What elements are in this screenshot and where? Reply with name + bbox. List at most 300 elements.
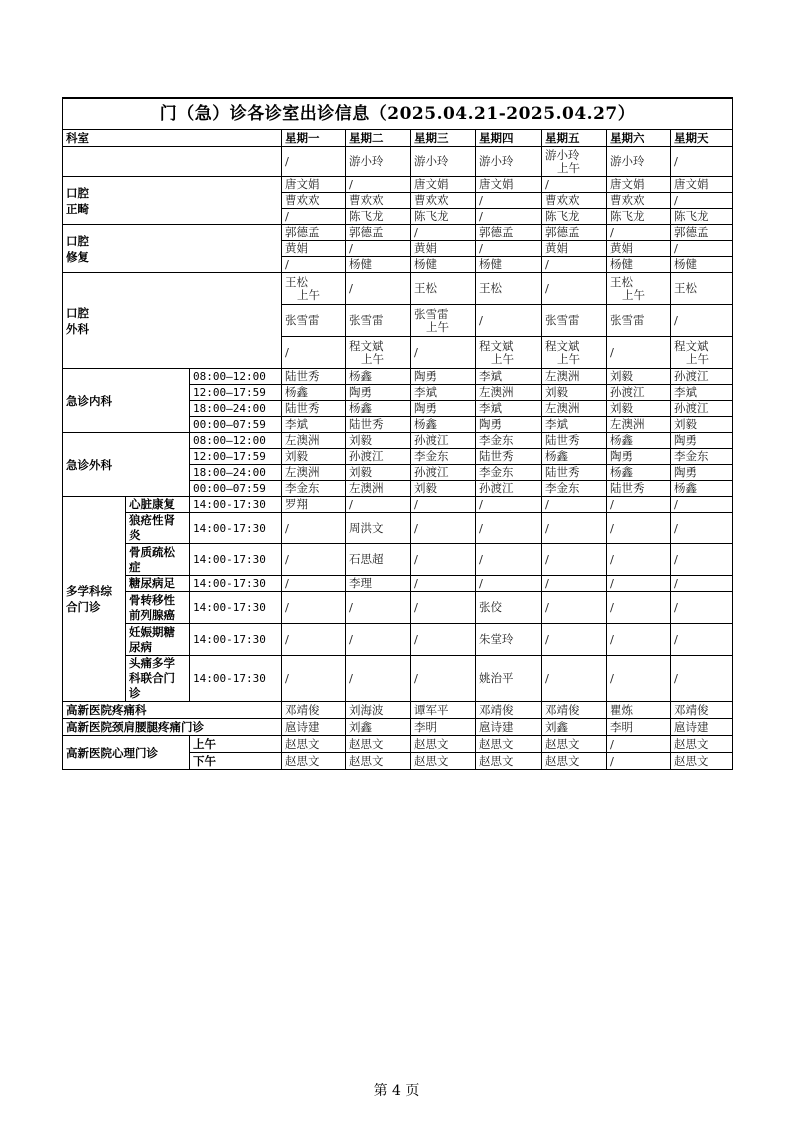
- session-label: 上午: [190, 736, 282, 753]
- schedule-cell: 李斌: [476, 369, 542, 385]
- schedule-cell: 杨鑫: [607, 465, 671, 481]
- doctor-name: 程文斌: [674, 338, 709, 353]
- schedule-cell: 李明: [607, 719, 671, 736]
- day-header: 星期二: [346, 130, 411, 147]
- schedule-cell: [607, 177, 671, 193]
- schedule-cell: /: [411, 544, 476, 576]
- time-slot: 14:00-17:30: [190, 513, 282, 544]
- schedule-cell: 刘毅: [607, 401, 671, 417]
- schedule-cell: 李金东: [411, 449, 476, 465]
- schedule-cell: [346, 273, 411, 305]
- schedule-cell: [671, 147, 733, 177]
- schedule-cell: /: [542, 544, 607, 576]
- clinic-subname: 糖尿病足: [126, 576, 190, 592]
- schedule-cell: /: [411, 592, 476, 624]
- doctor-name: 张雪雷: [545, 313, 580, 327]
- session-note: 上午: [297, 287, 320, 302]
- clinic-subname: 妊娠期糖尿病: [126, 624, 190, 656]
- schedule-cell: 陆世秀: [607, 481, 671, 497]
- schedule-cell: /: [476, 513, 542, 544]
- schedule-cell: 杨鑫: [607, 433, 671, 449]
- schedule-cell: /: [542, 576, 607, 592]
- schedule-cell: /: [476, 544, 542, 576]
- table-row: [63, 225, 733, 241]
- table-row: [63, 147, 733, 177]
- schedule-cell: [282, 257, 346, 273]
- schedule-cell: /: [476, 497, 542, 513]
- schedule-cell: [476, 193, 542, 209]
- schedule-cell: /: [671, 592, 733, 624]
- schedule-cell: [476, 177, 542, 193]
- doctor-name: /: [414, 225, 418, 239]
- schedule-cell: [411, 273, 476, 305]
- schedule-cell: [282, 241, 346, 257]
- doctor-name: /: [285, 345, 289, 359]
- schedule-cell: [542, 177, 607, 193]
- schedule-cell: 孙渡江: [476, 481, 542, 497]
- schedule-cell: [476, 209, 542, 225]
- schedule-cell: 杨鑫: [671, 481, 733, 497]
- schedule-cell: 赵思文: [346, 753, 411, 770]
- schedule-cell: /: [542, 513, 607, 544]
- schedule-cell: /: [607, 753, 671, 770]
- doctor-name: /: [479, 193, 483, 207]
- schedule-cell: 陶勇: [671, 465, 733, 481]
- clinic-subname: 心脏康复: [126, 497, 190, 513]
- schedule-cell: [346, 305, 411, 337]
- schedule-cell: 刘毅: [542, 385, 607, 401]
- schedule-cell: 李金东: [542, 481, 607, 497]
- schedule-cell: [671, 193, 733, 209]
- schedule-cell: [542, 193, 607, 209]
- schedule-cell: [671, 305, 733, 337]
- table-row: [63, 497, 733, 513]
- schedule-cell: /: [282, 576, 346, 592]
- schedule-cell: [411, 147, 476, 177]
- schedule-cell: 李金东: [476, 433, 542, 449]
- schedule-cell: [607, 193, 671, 209]
- doctor-name: 黄娟: [285, 241, 308, 255]
- schedule-cell: [542, 337, 607, 369]
- time-slot: 14:00-17:30: [190, 592, 282, 624]
- schedule-table: [62, 97, 733, 770]
- doctor-name: 杨健: [414, 257, 437, 271]
- table-row: [63, 592, 733, 624]
- doctor-name: 杨健: [479, 257, 502, 271]
- schedule-cell: [282, 209, 346, 225]
- schedule-cell: 李明: [411, 719, 476, 736]
- doctor-name: 唐文娟: [285, 177, 320, 191]
- schedule-cell: [411, 209, 476, 225]
- schedule-cell: 左澳洲: [282, 465, 346, 481]
- schedule-cell: [607, 241, 671, 257]
- schedule-cell: 陆世秀: [282, 401, 346, 417]
- dept-name: 口腔 正畸: [63, 177, 282, 225]
- schedule-cell: [476, 257, 542, 273]
- doctor-name: 王松: [285, 274, 308, 289]
- clinic-subname: 骨转移性前列腺癌: [126, 592, 190, 624]
- day-header: 星期三: [411, 130, 476, 147]
- schedule-cell: 陶勇: [671, 433, 733, 449]
- session-note: 上午: [557, 351, 580, 366]
- schedule-cell: 扈诗建: [476, 719, 542, 736]
- schedule-cell: [346, 147, 411, 177]
- schedule-cell: 赵思文: [282, 736, 346, 753]
- doctor-name: 曹欢欢: [349, 193, 384, 207]
- schedule-cell: [411, 225, 476, 241]
- schedule-cell: [411, 241, 476, 257]
- schedule-cell: /: [671, 544, 733, 576]
- time-slot: 08:00—12:00: [190, 433, 282, 449]
- schedule-cell: 杨鑫: [542, 449, 607, 465]
- schedule-cell: /: [542, 624, 607, 656]
- doctor-name: 郭德孟: [545, 225, 580, 239]
- doctor-name: 唐文娟: [414, 177, 449, 191]
- doctor-name: 陈飞龙: [349, 209, 384, 223]
- schedule-cell: 石思超: [346, 544, 411, 576]
- time-slot: 00:00—07:59: [190, 481, 282, 497]
- schedule-cell: 杨鑫: [346, 401, 411, 417]
- schedule-cell: 孙渡江: [411, 465, 476, 481]
- schedule-cell: 陆世秀: [282, 369, 346, 385]
- time-slot: 14:00-17:30: [190, 576, 282, 592]
- schedule-cell: 罗翔: [282, 497, 346, 513]
- schedule-cell: [607, 225, 671, 241]
- schedule-cell: [282, 147, 346, 177]
- schedule-cell: [476, 241, 542, 257]
- schedule-cell: [542, 257, 607, 273]
- doctor-name: 张雪雷: [414, 306, 449, 321]
- doctor-name: /: [285, 154, 289, 168]
- dept-name: 高新医院心理门诊: [63, 736, 190, 770]
- schedule-cell: [671, 177, 733, 193]
- schedule-cell: /: [607, 544, 671, 576]
- time-slot: 00:00—07:59: [190, 417, 282, 433]
- schedule-cell: 李金东: [671, 449, 733, 465]
- schedule-cell: /: [346, 656, 411, 702]
- doctor-name: 曹欢欢: [610, 193, 645, 207]
- schedule-cell: 邓靖俊: [282, 702, 346, 719]
- dept-name: 多学科综 合门诊: [63, 497, 126, 702]
- schedule-cell: 左澳洲: [607, 417, 671, 433]
- schedule-cell: [542, 305, 607, 337]
- table-row: [63, 736, 733, 753]
- schedule-cell: 孙渡江: [411, 433, 476, 449]
- schedule-cell: 陶勇: [411, 369, 476, 385]
- schedule-cell: [671, 209, 733, 225]
- day-header: 星期四: [476, 130, 542, 147]
- schedule-cell: 赵思文: [476, 753, 542, 770]
- doctor-name: /: [545, 177, 549, 191]
- table-row: [63, 656, 733, 702]
- schedule-cell: 李理: [346, 576, 411, 592]
- schedule-cell: 李斌: [282, 417, 346, 433]
- doctor-name: 曹欢欢: [285, 193, 320, 207]
- doctor-name: 郭德孟: [479, 225, 514, 239]
- time-slot: 12:00—17:59: [190, 449, 282, 465]
- schedule-cell: [607, 147, 671, 177]
- schedule-cell: 陆世秀: [542, 433, 607, 449]
- schedule-cell: [282, 273, 346, 305]
- schedule-cell: 朱堂玲: [476, 624, 542, 656]
- schedule-cell: [282, 193, 346, 209]
- schedule-cell: 李斌: [542, 417, 607, 433]
- doctor-name: 游小玲: [610, 154, 645, 168]
- table-row: [63, 719, 733, 736]
- table-row: [63, 576, 733, 592]
- dept-name: 急诊内科: [63, 369, 190, 433]
- schedule-cell: /: [542, 656, 607, 702]
- schedule-cell: 孙渡江: [607, 385, 671, 401]
- doctor-name: /: [479, 313, 483, 327]
- page-title: 门（急）诊各诊室出诊信息（2025.04.21-2025.04.27）: [63, 98, 733, 130]
- doctor-name: /: [285, 257, 289, 271]
- schedule-cell: /: [282, 513, 346, 544]
- schedule-cell: /: [411, 513, 476, 544]
- table-row: [63, 624, 733, 656]
- session-note: 上午: [622, 287, 645, 302]
- time-slot: 14:00-17:30: [190, 544, 282, 576]
- time-slot: 18:00—24:00: [190, 401, 282, 417]
- day-header: 星期天: [671, 130, 733, 147]
- schedule-cell: 姚治平: [476, 656, 542, 702]
- schedule-cell: 陶勇: [607, 449, 671, 465]
- doctor-name: 王松: [479, 281, 502, 295]
- schedule-cell: 赵思文: [346, 736, 411, 753]
- doctor-name: 王松: [414, 281, 437, 295]
- schedule-cell: 瞿炼: [607, 702, 671, 719]
- session-note: 上午: [686, 351, 709, 366]
- schedule-cell: 孙渡江: [346, 449, 411, 465]
- time-slot: 14:00-17:30: [190, 497, 282, 513]
- doctor-name: 张雪雷: [285, 313, 320, 327]
- schedule-cell: 邓靖俊: [476, 702, 542, 719]
- schedule-cell: 赵思文: [411, 736, 476, 753]
- schedule-cell: /: [607, 497, 671, 513]
- schedule-cell: 孙渡江: [671, 401, 733, 417]
- schedule-cell: 陆世秀: [542, 465, 607, 481]
- dept-name: 高新医院颈肩腰腿疼痛门诊: [63, 719, 282, 736]
- schedule-cell: 李金东: [282, 481, 346, 497]
- schedule-cell: [476, 225, 542, 241]
- schedule-cell: /: [671, 576, 733, 592]
- schedule-cell: 赵思文: [476, 736, 542, 753]
- doctor-name: 游小玲: [414, 154, 449, 168]
- session-note: 上午: [361, 351, 384, 366]
- schedule-cell: 刘毅: [671, 417, 733, 433]
- schedule-cell: 赵思文: [542, 736, 607, 753]
- session-note: 上午: [426, 319, 449, 334]
- schedule-cell: 扈诗建: [282, 719, 346, 736]
- schedule-cell: [476, 337, 542, 369]
- day-header: 星期六: [607, 130, 671, 147]
- schedule-cell: /: [411, 624, 476, 656]
- schedule-cell: [411, 305, 476, 337]
- doctor-name: 唐文娟: [610, 177, 645, 191]
- doctor-name: /: [479, 241, 483, 255]
- page-footer: 第 4 页: [373, 1083, 420, 1099]
- schedule-cell: /: [607, 576, 671, 592]
- schedule-cell: 左澳洲: [542, 401, 607, 417]
- schedule-cell: /: [671, 513, 733, 544]
- doctor-name: /: [479, 209, 483, 223]
- schedule-cell: /: [346, 497, 411, 513]
- schedule-cell: 赵思文: [671, 753, 733, 770]
- schedule-cell: /: [542, 497, 607, 513]
- doctor-name: /: [349, 177, 353, 191]
- schedule-cell: [542, 241, 607, 257]
- schedule-cell: 扈诗建: [671, 719, 733, 736]
- schedule-cell: [671, 225, 733, 241]
- schedule-cell: 左澳洲: [282, 433, 346, 449]
- schedule-cell: 赵思文: [671, 736, 733, 753]
- schedule-cell: [282, 337, 346, 369]
- schedule-cell: 刘毅: [607, 369, 671, 385]
- doctor-name: 陈飞龙: [545, 209, 580, 223]
- schedule-cell: 赵思文: [542, 753, 607, 770]
- doctor-name: 游小玲: [479, 154, 514, 168]
- schedule-cell: /: [282, 592, 346, 624]
- table-row: [63, 513, 733, 544]
- schedule-cell: [671, 273, 733, 305]
- schedule-cell: 刘鑫: [542, 719, 607, 736]
- schedule-cell: /: [411, 656, 476, 702]
- doctor-name: 游小玲: [545, 147, 580, 162]
- doctor-name: /: [610, 345, 614, 359]
- table-row: [63, 702, 733, 719]
- schedule-cell: /: [346, 592, 411, 624]
- schedule-cell: /: [671, 624, 733, 656]
- schedule-cell: [411, 177, 476, 193]
- table-row: [63, 369, 733, 385]
- schedule-cell: 陶勇: [476, 417, 542, 433]
- schedule-cell: 陶勇: [346, 385, 411, 401]
- schedule-cell: [282, 305, 346, 337]
- schedule-cell: [542, 273, 607, 305]
- schedule-cell: [346, 193, 411, 209]
- schedule-cell: 左澳洲: [542, 369, 607, 385]
- schedule-cell: [671, 257, 733, 273]
- time-slot: 14:00-17:30: [190, 624, 282, 656]
- schedule-cell: /: [607, 624, 671, 656]
- time-slot: 18:00—24:00: [190, 465, 282, 481]
- schedule-cell: [346, 337, 411, 369]
- schedule-cell: [411, 337, 476, 369]
- schedule-cell: 陆世秀: [346, 417, 411, 433]
- session-note: 上午: [557, 160, 580, 175]
- schedule-cell: /: [671, 656, 733, 702]
- doctor-name: 黄娟: [610, 241, 633, 255]
- schedule-cell: 刘毅: [346, 465, 411, 481]
- doctor-name: /: [349, 281, 353, 295]
- doctor-name: 曹欢欢: [545, 193, 580, 207]
- schedule-cell: 左澳洲: [346, 481, 411, 497]
- schedule-cell: 左澳洲: [476, 385, 542, 401]
- schedule-cell: 李金东: [476, 465, 542, 481]
- dept-name: 口腔 修复: [63, 225, 282, 273]
- empty-dept-cell: [63, 147, 282, 177]
- time-slot: 14:00-17:30: [190, 656, 282, 702]
- schedule-cell: 邓靖俊: [671, 702, 733, 719]
- doctor-name: /: [674, 313, 678, 327]
- doctor-name: 张雪雷: [610, 313, 645, 327]
- schedule-cell: /: [411, 497, 476, 513]
- schedule-cell: [476, 305, 542, 337]
- doctor-name: /: [674, 154, 678, 168]
- schedule-cell: 张佼: [476, 592, 542, 624]
- doctor-name: 王松: [610, 274, 633, 289]
- table-row: [63, 544, 733, 576]
- schedule-cell: [607, 337, 671, 369]
- schedule-cell: [607, 273, 671, 305]
- time-slot: 12:00—17:59: [190, 385, 282, 401]
- dept-name: 口腔 外科: [63, 273, 282, 369]
- schedule-cell: 杨鑫: [346, 369, 411, 385]
- schedule-cell: [282, 177, 346, 193]
- doctor-name: 郭德孟: [674, 225, 709, 239]
- doctor-name: 程文斌: [545, 338, 580, 353]
- schedule-cell: 刘毅: [411, 481, 476, 497]
- clinic-subname: 骨质疏松症: [126, 544, 190, 576]
- table-row: [63, 177, 733, 193]
- schedule-cell: 邓靖俊: [542, 702, 607, 719]
- doctor-name: 唐文娟: [479, 177, 514, 191]
- doctor-name: /: [674, 193, 678, 207]
- schedule-cell: 刘鑫: [346, 719, 411, 736]
- schedule-cell: 李斌: [476, 401, 542, 417]
- schedule-body: [63, 98, 733, 770]
- doctor-name: /: [674, 241, 678, 255]
- schedule-cell: [542, 147, 607, 177]
- doctor-name: 黄娟: [545, 241, 568, 255]
- schedule-cell: [607, 305, 671, 337]
- doctor-name: 唐文娟: [674, 177, 709, 191]
- schedule-cell: [282, 225, 346, 241]
- schedule-cell: /: [671, 497, 733, 513]
- schedule-cell: 陆世秀: [476, 449, 542, 465]
- schedule-cell: 陶勇: [411, 401, 476, 417]
- schedule-cell: /: [346, 624, 411, 656]
- schedule-cell: [346, 241, 411, 257]
- doctor-name: 曹欢欢: [414, 193, 449, 207]
- doctor-name: 陈飞龙: [610, 209, 645, 223]
- doctor-name: 陈飞龙: [674, 209, 709, 223]
- doctor-name: /: [414, 345, 418, 359]
- schedule-cell: [346, 225, 411, 241]
- doctor-name: 王松: [674, 281, 697, 295]
- schedule-cell: 刘毅: [346, 433, 411, 449]
- doctor-name: /: [610, 225, 614, 239]
- schedule-cell: 周洪文: [346, 513, 411, 544]
- schedule-cell: /: [607, 656, 671, 702]
- schedule-cell: [607, 257, 671, 273]
- doctor-name: 程文斌: [349, 338, 384, 353]
- doctor-name: 游小玲: [349, 154, 384, 168]
- dept-name: 高新医院疼痛科: [63, 702, 282, 719]
- doctor-name: /: [349, 241, 353, 255]
- schedule-cell: /: [542, 592, 607, 624]
- doctor-name: 杨健: [349, 257, 372, 271]
- schedule-cell: [346, 209, 411, 225]
- doctor-name: 杨健: [610, 257, 633, 271]
- schedule-cell: /: [411, 576, 476, 592]
- schedule-cell: 杨鑫: [282, 385, 346, 401]
- doctor-name: 黄娟: [414, 241, 437, 255]
- doctor-name: 杨健: [674, 257, 697, 271]
- schedule-cell: /: [282, 624, 346, 656]
- schedule-cell: 孙渡江: [671, 369, 733, 385]
- day-header: 星期五: [542, 130, 607, 147]
